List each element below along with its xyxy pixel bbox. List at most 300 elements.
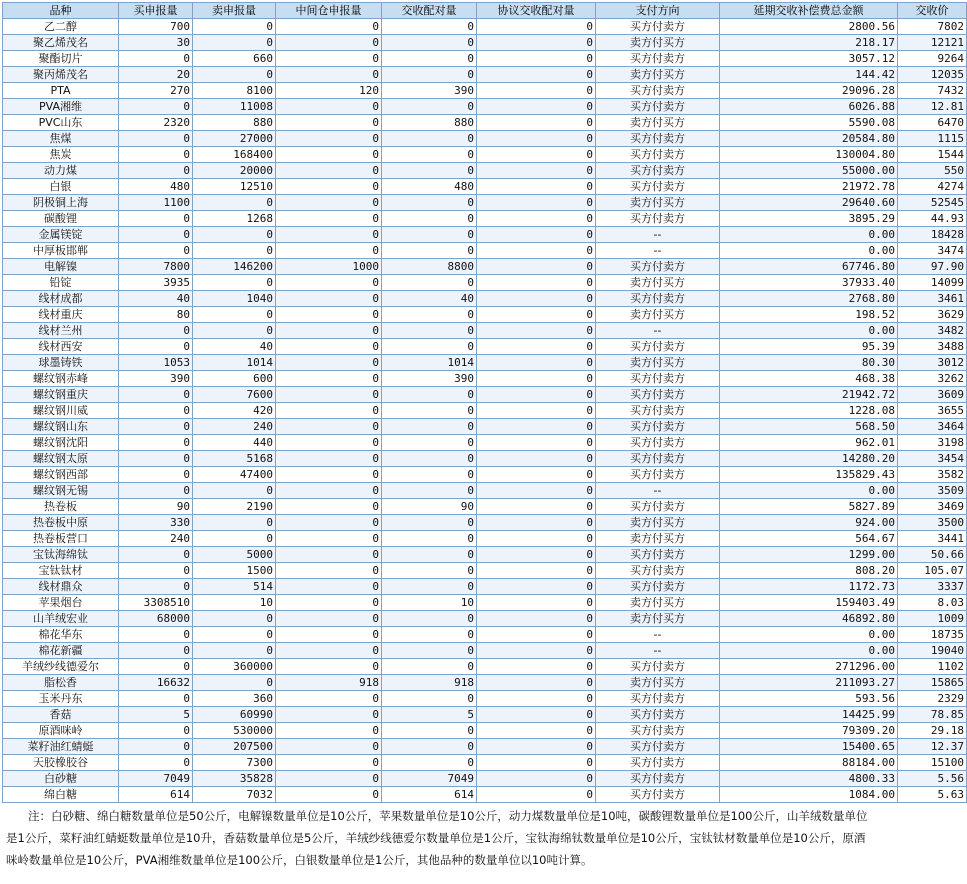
cell-matched-qty: 0 <box>382 131 477 147</box>
cell-delivery-price: 18735 <box>898 627 967 643</box>
cell-payment-direction: 买方付卖方 <box>596 563 720 579</box>
cell-intermediate-declared: 0 <box>276 739 382 755</box>
cell-payment-direction: 买方付卖方 <box>596 787 720 803</box>
cell-intermediate-declared: 0 <box>276 771 382 787</box>
cell-compensation-total: 21972.78 <box>720 179 898 195</box>
cell-delivery-price: 7432 <box>898 83 967 99</box>
cell-matched-qty: 0 <box>382 467 477 483</box>
cell-agreement-matched-qty: 0 <box>477 19 596 35</box>
cell-matched-qty: 880 <box>382 115 477 131</box>
cell-variety: 金属镁锭 <box>3 227 119 243</box>
cell-buy-declared: 0 <box>119 419 193 435</box>
cell-intermediate-declared: 0 <box>276 243 382 259</box>
footnote <box>2 805 966 871</box>
cell-intermediate-declared: 0 <box>276 595 382 611</box>
cell-agreement-matched-qty: 0 <box>477 115 596 131</box>
cell-payment-direction: -- <box>596 227 720 243</box>
cell-compensation-total: 564.67 <box>720 531 898 547</box>
cell-payment-direction: 买方付卖方 <box>596 131 720 147</box>
cell-agreement-matched-qty: 0 <box>477 675 596 691</box>
cell-variety: 螺纹钢重庆 <box>3 387 119 403</box>
table-row <box>3 627 967 643</box>
cell-variety: 棉花新疆 <box>3 643 119 659</box>
cell-sell-declared: 7032 <box>193 787 276 803</box>
cell-agreement-matched-qty: 0 <box>477 83 596 99</box>
cell-payment-direction: 买方付卖方 <box>596 435 720 451</box>
cell-intermediate-declared: 0 <box>276 131 382 147</box>
cell-delivery-price: 15865 <box>898 675 967 691</box>
cell-sell-declared: 10 <box>193 595 276 611</box>
cell-variety: 线材重庆 <box>3 307 119 323</box>
cell-agreement-matched-qty: 0 <box>477 787 596 803</box>
cell-agreement-matched-qty: 0 <box>477 163 596 179</box>
cell-intermediate-declared: 0 <box>276 19 382 35</box>
cell-intermediate-declared: 0 <box>276 323 382 339</box>
cell-buy-declared: 0 <box>119 739 193 755</box>
cell-matched-qty: 1014 <box>382 355 477 371</box>
cell-buy-declared: 0 <box>119 323 193 339</box>
cell-sell-declared: 5000 <box>193 547 276 563</box>
cell-agreement-matched-qty: 0 <box>477 643 596 659</box>
cell-buy-declared: 0 <box>119 339 193 355</box>
table-row <box>3 611 967 627</box>
cell-matched-qty: 390 <box>382 83 477 99</box>
cell-matched-qty: 0 <box>382 19 477 35</box>
cell-buy-declared: 3935 <box>119 275 193 291</box>
cell-sell-declared: 20000 <box>193 163 276 179</box>
table-row <box>3 99 967 115</box>
cell-agreement-matched-qty: 0 <box>477 51 596 67</box>
cell-agreement-matched-qty: 0 <box>477 723 596 739</box>
cell-variety: 线材成都 <box>3 291 119 307</box>
cell-delivery-price: 3198 <box>898 435 967 451</box>
cell-sell-declared: 27000 <box>193 131 276 147</box>
cell-buy-declared: 0 <box>119 643 193 659</box>
cell-variety: 乙二醇 <box>3 19 119 35</box>
cell-compensation-total: 55000.00 <box>720 163 898 179</box>
cell-compensation-total: 0.00 <box>720 627 898 643</box>
cell-agreement-matched-qty: 0 <box>477 435 596 451</box>
header-compensation-total: 延期交收补偿费总金额 <box>720 3 898 19</box>
cell-matched-qty: 0 <box>382 403 477 419</box>
cell-delivery-price: 3629 <box>898 307 967 323</box>
cell-intermediate-declared: 0 <box>276 211 382 227</box>
cell-payment-direction: 买方付卖方 <box>596 771 720 787</box>
cell-compensation-total: 593.56 <box>720 691 898 707</box>
cell-payment-direction: 买方付卖方 <box>596 51 720 67</box>
cell-variety: 绵白糖 <box>3 787 119 803</box>
cell-matched-qty: 7049 <box>382 771 477 787</box>
cell-buy-declared: 2320 <box>119 115 193 131</box>
cell-intermediate-declared: 0 <box>276 643 382 659</box>
cell-intermediate-declared: 0 <box>276 227 382 243</box>
table-row <box>3 83 967 99</box>
cell-delivery-price: 3482 <box>898 323 967 339</box>
cell-intermediate-declared: 0 <box>276 403 382 419</box>
cell-sell-declared: 0 <box>193 643 276 659</box>
table-header-row <box>3 3 967 19</box>
cell-buy-declared: 0 <box>119 691 193 707</box>
cell-buy-declared: 390 <box>119 371 193 387</box>
cell-delivery-price: 1115 <box>898 131 967 147</box>
cell-variety: 白砂糖 <box>3 771 119 787</box>
cell-delivery-price: 5.63 <box>898 787 967 803</box>
cell-agreement-matched-qty: 0 <box>477 387 596 403</box>
table-row <box>3 707 967 723</box>
cell-agreement-matched-qty: 0 <box>477 291 596 307</box>
cell-payment-direction: 卖方付买方 <box>596 67 720 83</box>
cell-payment-direction: 买方付卖方 <box>596 499 720 515</box>
cell-payment-direction: 卖方付买方 <box>596 515 720 531</box>
header-sell-declared: 卖申报量 <box>193 3 276 19</box>
cell-buy-declared: 0 <box>119 627 193 643</box>
cell-agreement-matched-qty: 0 <box>477 499 596 515</box>
table-row <box>3 51 967 67</box>
cell-intermediate-declared: 918 <box>276 675 382 691</box>
table-row <box>3 643 967 659</box>
cell-compensation-total: 468.38 <box>720 371 898 387</box>
cell-matched-qty: 5 <box>382 707 477 723</box>
cell-payment-direction: 卖方付买方 <box>596 275 720 291</box>
table-row <box>3 771 967 787</box>
cell-buy-declared: 40 <box>119 291 193 307</box>
cell-compensation-total: 15400.65 <box>720 739 898 755</box>
footnote-line-3: 咪岭数量单位是10公斤，PVA湘维数量单位是100公斤，白银数量单位是1公斤，其他品种的数量单位以10吨计算。 <box>6 853 593 867</box>
cell-variety: 碳酸锂 <box>3 211 119 227</box>
cell-delivery-price: 3469 <box>898 499 967 515</box>
cell-matched-qty: 0 <box>382 563 477 579</box>
cell-compensation-total: 135829.43 <box>720 467 898 483</box>
cell-delivery-price: 12.81 <box>898 99 967 115</box>
cell-variety: 螺纹钢沈阳 <box>3 435 119 451</box>
table-row <box>3 723 967 739</box>
cell-buy-declared: 0 <box>119 435 193 451</box>
cell-delivery-price: 4274 <box>898 179 967 195</box>
cell-compensation-total: 80.30 <box>720 355 898 371</box>
cell-sell-declared: 0 <box>193 275 276 291</box>
cell-agreement-matched-qty: 0 <box>477 403 596 419</box>
cell-buy-declared: 80 <box>119 307 193 323</box>
cell-agreement-matched-qty: 0 <box>477 179 596 195</box>
table-row <box>3 291 967 307</box>
table-row <box>3 19 967 35</box>
cell-agreement-matched-qty: 0 <box>477 515 596 531</box>
cell-compensation-total: 924.00 <box>720 515 898 531</box>
cell-buy-declared: 0 <box>119 467 193 483</box>
cell-sell-declared: 40 <box>193 339 276 355</box>
table-row <box>3 563 967 579</box>
cell-compensation-total: 144.42 <box>720 67 898 83</box>
cell-agreement-matched-qty: 0 <box>477 243 596 259</box>
cell-sell-declared: 0 <box>193 19 276 35</box>
cell-intermediate-declared: 0 <box>276 163 382 179</box>
cell-payment-direction: 买方付卖方 <box>596 467 720 483</box>
cell-variety: 聚乙烯茂名 <box>3 35 119 51</box>
cell-variety: 球墨铸铁 <box>3 355 119 371</box>
cell-delivery-price: 3464 <box>898 419 967 435</box>
cell-buy-declared: 614 <box>119 787 193 803</box>
cell-sell-declared: 0 <box>193 515 276 531</box>
cell-matched-qty: 0 <box>382 579 477 595</box>
cell-buy-declared: 0 <box>119 755 193 771</box>
header-variety: 品种 <box>3 3 119 19</box>
cell-delivery-price: 1102 <box>898 659 967 675</box>
cell-matched-qty: 0 <box>382 435 477 451</box>
table-row <box>3 243 967 259</box>
cell-buy-declared: 0 <box>119 147 193 163</box>
table-row <box>3 531 967 547</box>
cell-compensation-total: 962.01 <box>720 435 898 451</box>
cell-matched-qty: 0 <box>382 739 477 755</box>
table-row <box>3 403 967 419</box>
cell-payment-direction: 买方付卖方 <box>596 211 720 227</box>
cell-delivery-price: 5.56 <box>898 771 967 787</box>
cell-agreement-matched-qty: 0 <box>477 147 596 163</box>
cell-delivery-price: 3454 <box>898 451 967 467</box>
cell-payment-direction: 卖方付买方 <box>596 115 720 131</box>
cell-sell-declared: 0 <box>193 675 276 691</box>
cell-variety: 原酒咪岭 <box>3 723 119 739</box>
cell-intermediate-declared: 0 <box>276 659 382 675</box>
cell-buy-declared: 30 <box>119 35 193 51</box>
cell-buy-declared: 480 <box>119 179 193 195</box>
cell-intermediate-declared: 0 <box>276 387 382 403</box>
cell-intermediate-declared: 0 <box>276 611 382 627</box>
cell-buy-declared: 0 <box>119 99 193 115</box>
cell-delivery-price: 18428 <box>898 227 967 243</box>
table-row <box>3 387 967 403</box>
cell-matched-qty: 0 <box>382 227 477 243</box>
table-row <box>3 323 967 339</box>
cell-sell-declared: 12510 <box>193 179 276 195</box>
table-row <box>3 547 967 563</box>
table-row <box>3 755 967 771</box>
cell-delivery-price: 3509 <box>898 483 967 499</box>
cell-buy-declared: 0 <box>119 131 193 147</box>
table-row <box>3 163 967 179</box>
cell-payment-direction: 买方付卖方 <box>596 691 720 707</box>
cell-intermediate-declared: 0 <box>276 419 382 435</box>
cell-variety: 苹果烟台 <box>3 595 119 611</box>
cell-payment-direction: 买方付卖方 <box>596 83 720 99</box>
cell-variety: 玉米丹东 <box>3 691 119 707</box>
cell-intermediate-declared: 0 <box>276 787 382 803</box>
cell-variety: 中厚板邯郸 <box>3 243 119 259</box>
cell-compensation-total: 88184.00 <box>720 755 898 771</box>
cell-intermediate-declared: 0 <box>276 723 382 739</box>
cell-payment-direction: 买方付卖方 <box>596 547 720 563</box>
cell-agreement-matched-qty: 0 <box>477 323 596 339</box>
cell-compensation-total: 95.39 <box>720 339 898 355</box>
cell-sell-declared: 420 <box>193 403 276 419</box>
cell-intermediate-declared: 0 <box>276 339 382 355</box>
cell-variety: 螺纹钢川威 <box>3 403 119 419</box>
cell-agreement-matched-qty: 0 <box>477 707 596 723</box>
cell-compensation-total: 130004.80 <box>720 147 898 163</box>
cell-intermediate-declared: 120 <box>276 83 382 99</box>
cell-compensation-total: 1299.00 <box>720 547 898 563</box>
cell-sell-declared: 146200 <box>193 259 276 275</box>
cell-payment-direction: 买方付卖方 <box>596 179 720 195</box>
cell-compensation-total: 14280.20 <box>720 451 898 467</box>
header-agreement-matched-qty: 协议交收配对量 <box>477 3 596 19</box>
cell-agreement-matched-qty: 0 <box>477 579 596 595</box>
cell-compensation-total: 5827.89 <box>720 499 898 515</box>
table-row <box>3 467 967 483</box>
cell-delivery-price: 12121 <box>898 35 967 51</box>
cell-intermediate-declared: 0 <box>276 499 382 515</box>
cell-buy-declared: 0 <box>119 243 193 259</box>
cell-agreement-matched-qty: 0 <box>477 627 596 643</box>
table-row <box>3 739 967 755</box>
cell-buy-declared: 0 <box>119 547 193 563</box>
cell-payment-direction: 买方付卖方 <box>596 163 720 179</box>
cell-agreement-matched-qty: 0 <box>477 595 596 611</box>
cell-delivery-price: 78.85 <box>898 707 967 723</box>
cell-delivery-price: 50.66 <box>898 547 967 563</box>
cell-variety: 铅锭 <box>3 275 119 291</box>
cell-matched-qty: 0 <box>382 547 477 563</box>
cell-delivery-price: 9264 <box>898 51 967 67</box>
cell-agreement-matched-qty: 0 <box>477 691 596 707</box>
cell-delivery-price: 105.07 <box>898 563 967 579</box>
cell-compensation-total: 2800.56 <box>720 19 898 35</box>
cell-variety: 脂松香 <box>3 675 119 691</box>
cell-matched-qty: 480 <box>382 179 477 195</box>
table-row <box>3 419 967 435</box>
table-row <box>3 35 967 51</box>
cell-buy-declared: 0 <box>119 723 193 739</box>
cell-sell-declared: 0 <box>193 243 276 259</box>
table-row <box>3 131 967 147</box>
cell-matched-qty: 0 <box>382 339 477 355</box>
cell-buy-declared: 0 <box>119 403 193 419</box>
cell-matched-qty: 8800 <box>382 259 477 275</box>
cell-intermediate-declared: 0 <box>276 579 382 595</box>
cell-delivery-price: 15100 <box>898 755 967 771</box>
cell-intermediate-declared: 0 <box>276 451 382 467</box>
cell-sell-declared: 0 <box>193 531 276 547</box>
cell-intermediate-declared: 0 <box>276 51 382 67</box>
cell-agreement-matched-qty: 0 <box>477 419 596 435</box>
cell-sell-declared: 5168 <box>193 451 276 467</box>
cell-variety: 螺纹钢无锡 <box>3 483 119 499</box>
cell-variety: 电解镍 <box>3 259 119 275</box>
cell-delivery-price: 7802 <box>898 19 967 35</box>
table-row <box>3 115 967 131</box>
cell-intermediate-declared: 0 <box>276 355 382 371</box>
cell-agreement-matched-qty: 0 <box>477 259 596 275</box>
cell-buy-declared: 16632 <box>119 675 193 691</box>
cell-agreement-matched-qty: 0 <box>477 339 596 355</box>
table-row <box>3 515 967 531</box>
table-row <box>3 675 967 691</box>
cell-variety: PVC山东 <box>3 115 119 131</box>
cell-payment-direction: 买方付卖方 <box>596 451 720 467</box>
cell-agreement-matched-qty: 0 <box>477 563 596 579</box>
cell-compensation-total: 218.17 <box>720 35 898 51</box>
table-row <box>3 227 967 243</box>
cell-buy-declared: 7049 <box>119 771 193 787</box>
table-row <box>3 67 967 83</box>
cell-payment-direction: -- <box>596 483 720 499</box>
cell-payment-direction: 卖方付买方 <box>596 307 720 323</box>
cell-matched-qty: 0 <box>382 99 477 115</box>
cell-payment-direction: 买方付卖方 <box>596 419 720 435</box>
cell-delivery-price: 52545 <box>898 195 967 211</box>
cell-compensation-total: 808.20 <box>720 563 898 579</box>
cell-buy-declared: 68000 <box>119 611 193 627</box>
cell-intermediate-declared: 0 <box>276 115 382 131</box>
cell-payment-direction: 卖方付买方 <box>596 355 720 371</box>
delivery-report <box>2 2 966 871</box>
cell-variety: 宝钛钛材 <box>3 563 119 579</box>
cell-compensation-total: 0.00 <box>720 643 898 659</box>
cell-payment-direction: 买方付卖方 <box>596 707 720 723</box>
cell-buy-declared: 3308510 <box>119 595 193 611</box>
cell-sell-declared: 207500 <box>193 739 276 755</box>
cell-intermediate-declared: 0 <box>276 563 382 579</box>
cell-variety: 线材西安 <box>3 339 119 355</box>
cell-payment-direction: 卖方付买方 <box>596 35 720 51</box>
cell-compensation-total: 568.50 <box>720 419 898 435</box>
cell-intermediate-declared: 0 <box>276 307 382 323</box>
table-row <box>3 435 967 451</box>
cell-compensation-total: 29096.28 <box>720 83 898 99</box>
cell-sell-declared: 530000 <box>193 723 276 739</box>
cell-sell-declared: 514 <box>193 579 276 595</box>
cell-intermediate-declared: 0 <box>276 35 382 51</box>
cell-intermediate-declared: 0 <box>276 483 382 499</box>
cell-payment-direction: 卖方付买方 <box>596 611 720 627</box>
cell-matched-qty: 0 <box>382 451 477 467</box>
cell-sell-declared: 880 <box>193 115 276 131</box>
table-row <box>3 371 967 387</box>
cell-matched-qty: 614 <box>382 787 477 803</box>
cell-variety: 阴极铜上海 <box>3 195 119 211</box>
cell-matched-qty: 0 <box>382 627 477 643</box>
cell-matched-qty: 0 <box>382 643 477 659</box>
cell-variety: 螺纹钢太原 <box>3 451 119 467</box>
cell-sell-declared: 600 <box>193 371 276 387</box>
cell-agreement-matched-qty: 0 <box>477 771 596 787</box>
header-matched-qty: 交收配对量 <box>382 3 477 19</box>
cell-sell-declared: 7600 <box>193 387 276 403</box>
footnote-line-2: 是1公斤，菜籽油红蜻蜓数量单位是10升，香菇数量单位是5公斤，羊绒纱线德爱尔数量单位是1公斤，宝钛海绵钛数量单位是10公斤，宝钛钛材数量单位是10公斤，原酒 <box>6 831 866 845</box>
header-buy-declared: 买申报量 <box>119 3 193 19</box>
cell-agreement-matched-qty: 0 <box>477 275 596 291</box>
cell-variety: 焦煤 <box>3 131 119 147</box>
table-body <box>3 19 967 803</box>
cell-payment-direction: -- <box>596 627 720 643</box>
cell-payment-direction: 买方付卖方 <box>596 659 720 675</box>
cell-sell-declared: 0 <box>193 627 276 643</box>
table-row <box>3 211 967 227</box>
cell-intermediate-declared: 1000 <box>276 259 382 275</box>
cell-agreement-matched-qty: 0 <box>477 211 596 227</box>
cell-buy-declared: 0 <box>119 387 193 403</box>
cell-matched-qty: 40 <box>382 291 477 307</box>
cell-variety: PVA湘维 <box>3 99 119 115</box>
cell-agreement-matched-qty: 0 <box>477 467 596 483</box>
cell-variety: 线材兰州 <box>3 323 119 339</box>
cell-delivery-price: 3582 <box>898 467 967 483</box>
cell-compensation-total: 159403.49 <box>720 595 898 611</box>
cell-matched-qty: 918 <box>382 675 477 691</box>
cell-delivery-price: 3441 <box>898 531 967 547</box>
cell-buy-declared: 0 <box>119 483 193 499</box>
cell-agreement-matched-qty: 0 <box>477 531 596 547</box>
